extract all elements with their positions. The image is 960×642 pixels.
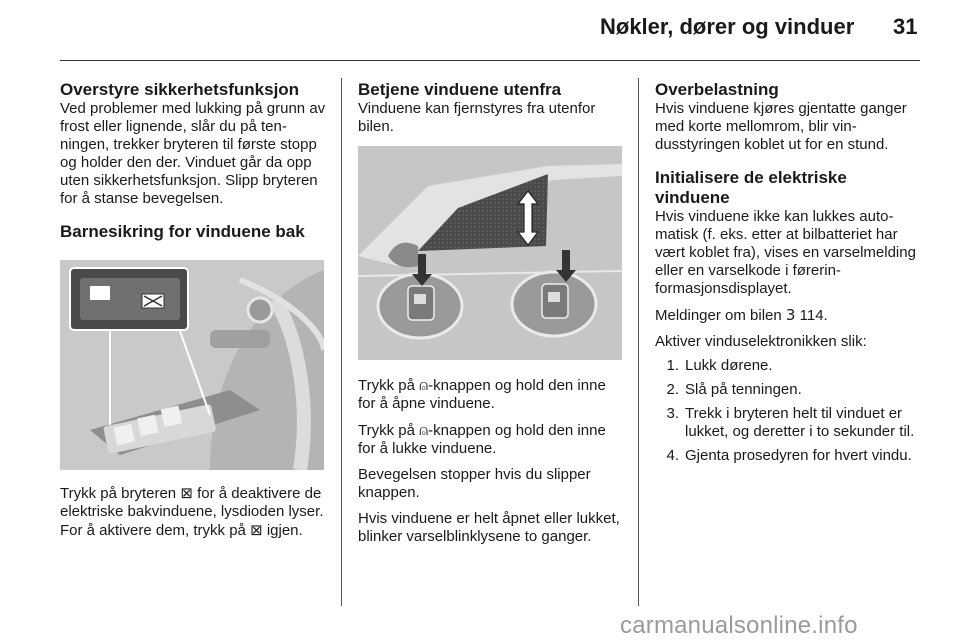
column-left — [60, 80, 326, 540]
heading-override-safety: Overstyre sikkerhetsfunksjon — [60, 80, 300, 99]
paragraph-initialise: Hvis vinduene ikke kan lukkes automatisk (f. eks. etter at bilbatteriet har vært koblet fra), vises en varselmelding eller en varselkode i førerinformasjonsdisplayet. — [655, 208, 916, 297]
list-item: 3. Trekk i bryteren helt til vinduet er lukket, og deretter i to sekunder til. — [666, 405, 915, 440]
page-number: 31 — [893, 14, 918, 39]
heading-overload: Overbelastning — [655, 80, 779, 99]
steps-list — [655, 357, 921, 465]
paragraph-steps-intro: Aktiver vinduselektronikken slik: — [655, 333, 867, 350]
column-right — [655, 80, 921, 465]
column-middle — [358, 80, 624, 546]
heading-child-lock: Barnesikring for vinduene bak — [60, 222, 305, 241]
remote-key-figure — [358, 146, 622, 360]
page-title: Nøkler, dører og vinduer — [600, 14, 855, 39]
paragraph-overload: Hvis vinduene kjøres gjentatte ganger med korte mellomrom, blir vindusstyringen koblet ut for en stund. — [655, 100, 907, 153]
column-divider-left — [341, 78, 342, 606]
child-lock-switch-icon: ⊠ — [250, 521, 263, 539]
remote-unlock-icon: ⍝ — [419, 376, 429, 394]
list-item: 4. Gjenta prosedyren for hvert vindu. — [666, 447, 912, 464]
list-item: 2. Slå på tenningen. — [666, 381, 802, 398]
paragraph-movement-stops: Bevegelsen stopper hvis du slipper knappen. — [358, 466, 591, 501]
column-divider-right — [638, 78, 639, 606]
watermark: carmanualsonline.info — [620, 612, 858, 639]
remote-lock-icon: ⍝ — [419, 421, 429, 439]
child-lock-figure — [60, 260, 324, 470]
heading-remote-windows: Betjene vinduene utenfra — [358, 80, 562, 99]
paragraph-close-windows: Trykk på ⍝-knappen og hold den inne for å lukke vinduene. — [358, 421, 606, 457]
header-rule — [60, 60, 920, 61]
heading-initialise-windows: Initialisere de elektriske vinduene — [655, 168, 847, 207]
paragraph-remote-windows: Vinduene kan fjernstyres fra utenfor bilen. — [358, 100, 596, 135]
page-reference-arrow-icon: 3 — [785, 306, 796, 324]
child-lock-switch-icon: ⊠ — [180, 484, 193, 502]
paragraph-hazard-blink: Hvis vinduene er helt åpnet eller lukket, blinker varselblinklysene to ganger. — [358, 510, 620, 545]
paragraph-override-safety: Ved problemer med lukking på grunn av frost eller lignende, slår du på tenningen, trekker bryteren til første stopp og holder den der. Vinduet går da opp uten sikkerhetsfunksjon. Slipp bryteren for å stanse bevegelsen. — [60, 100, 326, 207]
list-item: 1. Lukk dørene. — [666, 357, 773, 374]
paragraph-open-windows: Trykk på ⍝-knappen og hold den inne for å åpne vinduene. — [358, 376, 606, 412]
paragraph-vehicle-messages: Meldinger om bilen 3 114. — [655, 306, 828, 324]
paragraph-child-lock: Trykk på bryteren ⊠ for å deaktivere de elektriske bakvinduene, lysdioden lyser. For å aktivere dem, trykk på ⊠ igjen. — [60, 484, 324, 539]
